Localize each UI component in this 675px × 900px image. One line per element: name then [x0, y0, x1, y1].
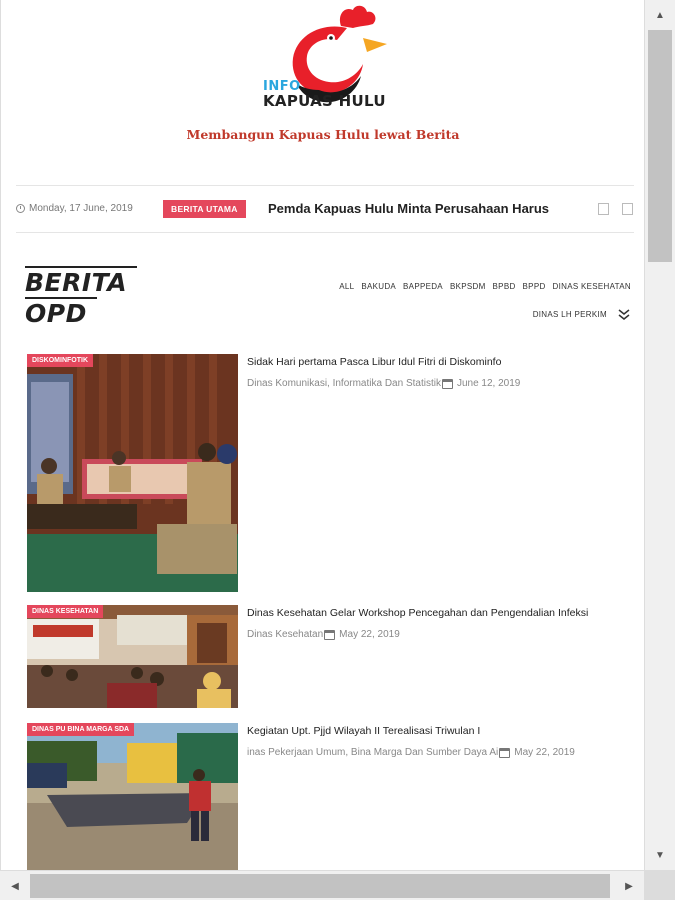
post-category-badge[interactable]: DISKOMINFOTIK — [27, 354, 93, 367]
section-title-line1: BERITA — [25, 268, 128, 297]
scroll-right-arrow-icon: ▶ — [625, 880, 633, 892]
road-works-photo — [27, 723, 238, 870]
post-source[interactable]: Dinas Komunikasi, Informatika Dan Statistik — [247, 378, 441, 389]
post-category-badge[interactable]: DINAS KESEHATAN — [27, 605, 103, 618]
horizontal-scrollbar[interactable] — [0, 870, 644, 900]
scroll-up-button[interactable] — [645, 0, 675, 30]
post-title-link[interactable]: Sidak Hari pertama Pasca Libur Idul Fitri di Diskominfo — [247, 356, 502, 368]
logo-line-info: INFO — [263, 79, 301, 94]
scroll-down-button[interactable] — [645, 840, 675, 870]
post-date: May 22, 2019 — [339, 629, 400, 640]
calendar-icon — [324, 630, 335, 640]
ticker-badge: BERITA UTAMA — [163, 200, 246, 218]
news-ticker — [16, 185, 634, 233]
tab-dinas-kesehatan[interactable]: DINAS KESEHATAN — [552, 282, 631, 291]
office-meeting-photo — [27, 354, 238, 592]
post-thumbnail[interactable] — [27, 723, 238, 870]
category-tabs-row2 — [431, 308, 631, 322]
post-source[interactable]: inas Pekerjaan Umum, Bina Marga Dan Sumber Daya Ai — [247, 747, 499, 758]
ticker-date — [16, 203, 133, 214]
calendar-icon — [442, 379, 453, 389]
ticker-prev-button[interactable] — [598, 203, 609, 215]
scroll-left-arrow-icon: ◀ — [11, 880, 19, 892]
ticker-next-button[interactable] — [622, 203, 633, 215]
scroll-right-button[interactable] — [614, 871, 644, 900]
calendar-icon — [499, 748, 510, 758]
section-heading — [25, 266, 137, 328]
ticker-headline-link[interactable]: Pemda Kapuas Hulu Minta Perusahaan Harus — [268, 201, 550, 216]
post-title-link[interactable]: Kegiatan Upt. Pjjd Wilayah II Terealisasi Triwulan I — [247, 725, 481, 737]
vertical-scrollbar[interactable] — [644, 0, 675, 870]
horizontal-scroll-thumb[interactable] — [30, 874, 610, 898]
section-title-line2: OPD — [25, 299, 87, 328]
post-title-link[interactable]: Dinas Kesehatan Gelar Workshop Pencegahan dan Pengendalian Infeksi — [247, 607, 589, 619]
post-thumbnail[interactable] — [27, 605, 238, 708]
tab-bakuda[interactable]: BAKUDA — [361, 282, 397, 291]
tab-dinas-lh-perkim[interactable]: DINAS LH PERKIM — [532, 310, 607, 319]
double-chevron-down-icon[interactable] — [617, 308, 631, 322]
post-meta — [247, 747, 575, 758]
post-date: June 12, 2019 — [456, 378, 521, 389]
post-meta — [247, 378, 520, 389]
vertical-scroll-thumb[interactable] — [648, 30, 672, 262]
tab-bkpsdm[interactable]: BKPSDM — [449, 282, 486, 291]
clock-icon — [16, 204, 25, 213]
workshop-photo — [27, 605, 238, 708]
tab-bappeda[interactable]: BAPPEDA — [403, 282, 443, 291]
post-meta — [247, 629, 400, 640]
tab-bppd[interactable]: BPPD — [522, 282, 546, 291]
logo-wordmark[interactable] — [263, 80, 386, 109]
post-category-badge[interactable]: DINAS PU BINA MARGA SDA — [27, 723, 134, 736]
tab-all[interactable]: ALL — [339, 282, 355, 291]
category-tabs — [267, 280, 631, 294]
scroll-up-arrow-icon: ▲ — [655, 9, 665, 21]
post-source[interactable]: Dinas Kesehatan — [247, 629, 324, 640]
tab-bpbd[interactable]: BPBD — [492, 282, 516, 291]
ticker-date-text: Monday, 17 June, 2019 — [29, 203, 133, 214]
logo-line-kapuas-hulu: KAPUAS HULU — [263, 92, 386, 110]
site-tagline: Membangun Kapuas Hulu lewat Berita — [186, 127, 460, 142]
scrollbar-corner — [644, 870, 675, 900]
post-thumbnail[interactable] — [27, 354, 238, 592]
scroll-left-button[interactable] — [0, 871, 30, 900]
post-date: May 22, 2019 — [514, 747, 575, 758]
scroll-down-arrow-icon: ▼ — [655, 849, 665, 861]
